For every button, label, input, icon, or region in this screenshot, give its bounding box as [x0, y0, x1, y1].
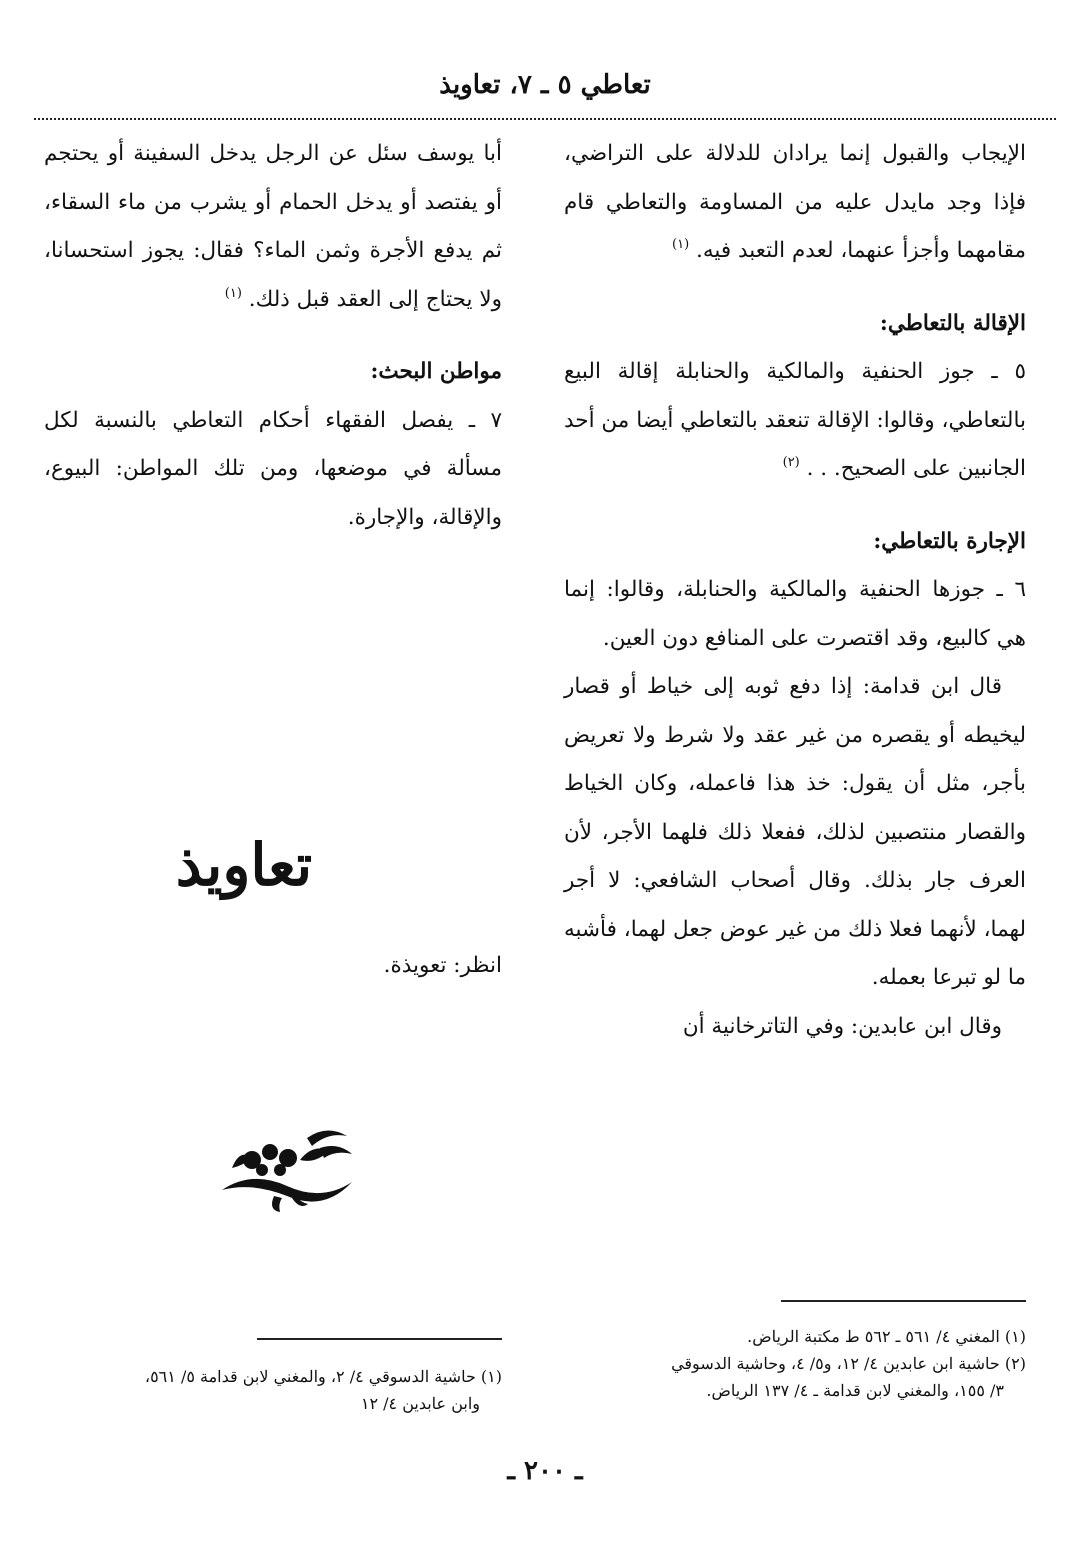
paragraph-qudama: قال ابن قدامة: إذا دفع ثوبه إلى خياط أو قصار ليخيطه أو يقصره من غير عقد ولا شرط ولا تعريض بأجر، مثل أن يقول: خذ هذا فاعمله، وكان الخياط والقصار منتصبين لذلك، ففعلا ذلك فلهما الأجر، لأن العرف جار بذلك. وقال أصحاب الشافعي: لا أجر لهما، لأنهما فعلا ذلك من غير عوض جعل لهما، فأشبه ما لو تبرعا بعمله.	[564, 674, 1026, 990]
footnote-divider-left	[257, 1338, 502, 1340]
footnote-2-continued: ٣/ ١٥٥، والمغني لابن قدامة ـ ٤/ ١٣٧ الرياض.	[706, 1381, 1004, 1400]
intro-paragraph	[564, 130, 1026, 276]
intro-text: الإيجاب والقبول إنما يرادان للدلالة على التراضي، فإذا وجد مايدل عليه من المساومة والتعاطي قام مقامهما وأجزأ عنهما، لعدم التعبد فيه.	[564, 141, 1026, 263]
entry-title: تعاويذ	[175, 831, 313, 899]
see-also-reference: انظر: تعويذة.	[383, 953, 502, 978]
paragraph-yusuf	[44, 130, 502, 324]
footnote-2: (٢) حاشية ابن عابدين ٤/ ١٢، و٥/ ٤، وحاشية الدسوقي	[671, 1354, 1026, 1373]
paragraph-5-text: ٥ ـ جوز الحنفية والمالكية والحنابلة إقالة البيع بالتعاطي، وقالوا: الإقالة تنعقد بالتعاطي أيضا من أحد الجانبين على الصحيح. . .	[564, 359, 1026, 481]
paragraph-abidin: وقال ابن عابدين: وفي التاترخانية أن	[682, 1013, 1002, 1039]
left-column	[44, 130, 502, 542]
running-header: تعاطي ٥ ـ ٧، تعاويذ	[439, 70, 651, 100]
right-column	[564, 130, 1026, 1051]
heading-mawatin: مواطن البحث:	[370, 359, 502, 384]
footnote-1-left-continued: وابن عابدين ٤/ ١٢	[360, 1394, 480, 1413]
footnote-divider-right	[781, 1300, 1026, 1302]
paragraph-6: ٦ ـ جوزها الحنفية والمالكية والحنابلة، وقالوا: إنما هي كالبيع، وقد اقتصرت على المنافع دون العين.	[564, 577, 1026, 651]
floral-ornament-icon	[212, 1120, 362, 1215]
footnote-1: (١) المغني ٤/ ٥٦١ ـ ٥٦٢ ط مكتبة الرياض.	[747, 1327, 1026, 1346]
heading-ijara: الإجارة بالتعاطي:	[873, 528, 1026, 554]
paragraph-7: ٧ ـ يفصل الفقهاء أحكام التعاطي بالنسبة لكل مسألة في موضعها، ومن تلك المواطن: البيوع، والإقالة، والإجارة.	[44, 407, 502, 530]
header-dotted-rule	[34, 118, 1056, 120]
footnote-ref: (١)	[672, 237, 690, 252]
paragraph-5	[564, 348, 1026, 494]
footnotes-left	[32, 1363, 502, 1417]
paragraph-yusuf-text: أبا يوسف سئل عن الرجل يدخل السفينة أو يحتجم أو يفتصد أو يدخل الحمام أو يشرب من ماء السقاء، ثم يدفع الأجرة وثمن الماء؟ فقال: يجوز استحسانا، ولا يحتاج إلى العقد قبل ذلك.	[44, 141, 502, 312]
page-number: ـ ٢٠٠ ـ	[507, 1456, 583, 1486]
footnotes-right	[556, 1323, 1026, 1404]
footnote-1-left: (١) حاشية الدسوقي ٤/ ٢، والمغني لابن قدامة ٥/ ٥٦١،	[144, 1367, 502, 1386]
heading-iqala: الإقالة بالتعاطي:	[879, 310, 1026, 336]
footnote-ref: (٢)	[782, 455, 800, 470]
footnote-ref: (١)	[224, 285, 242, 301]
